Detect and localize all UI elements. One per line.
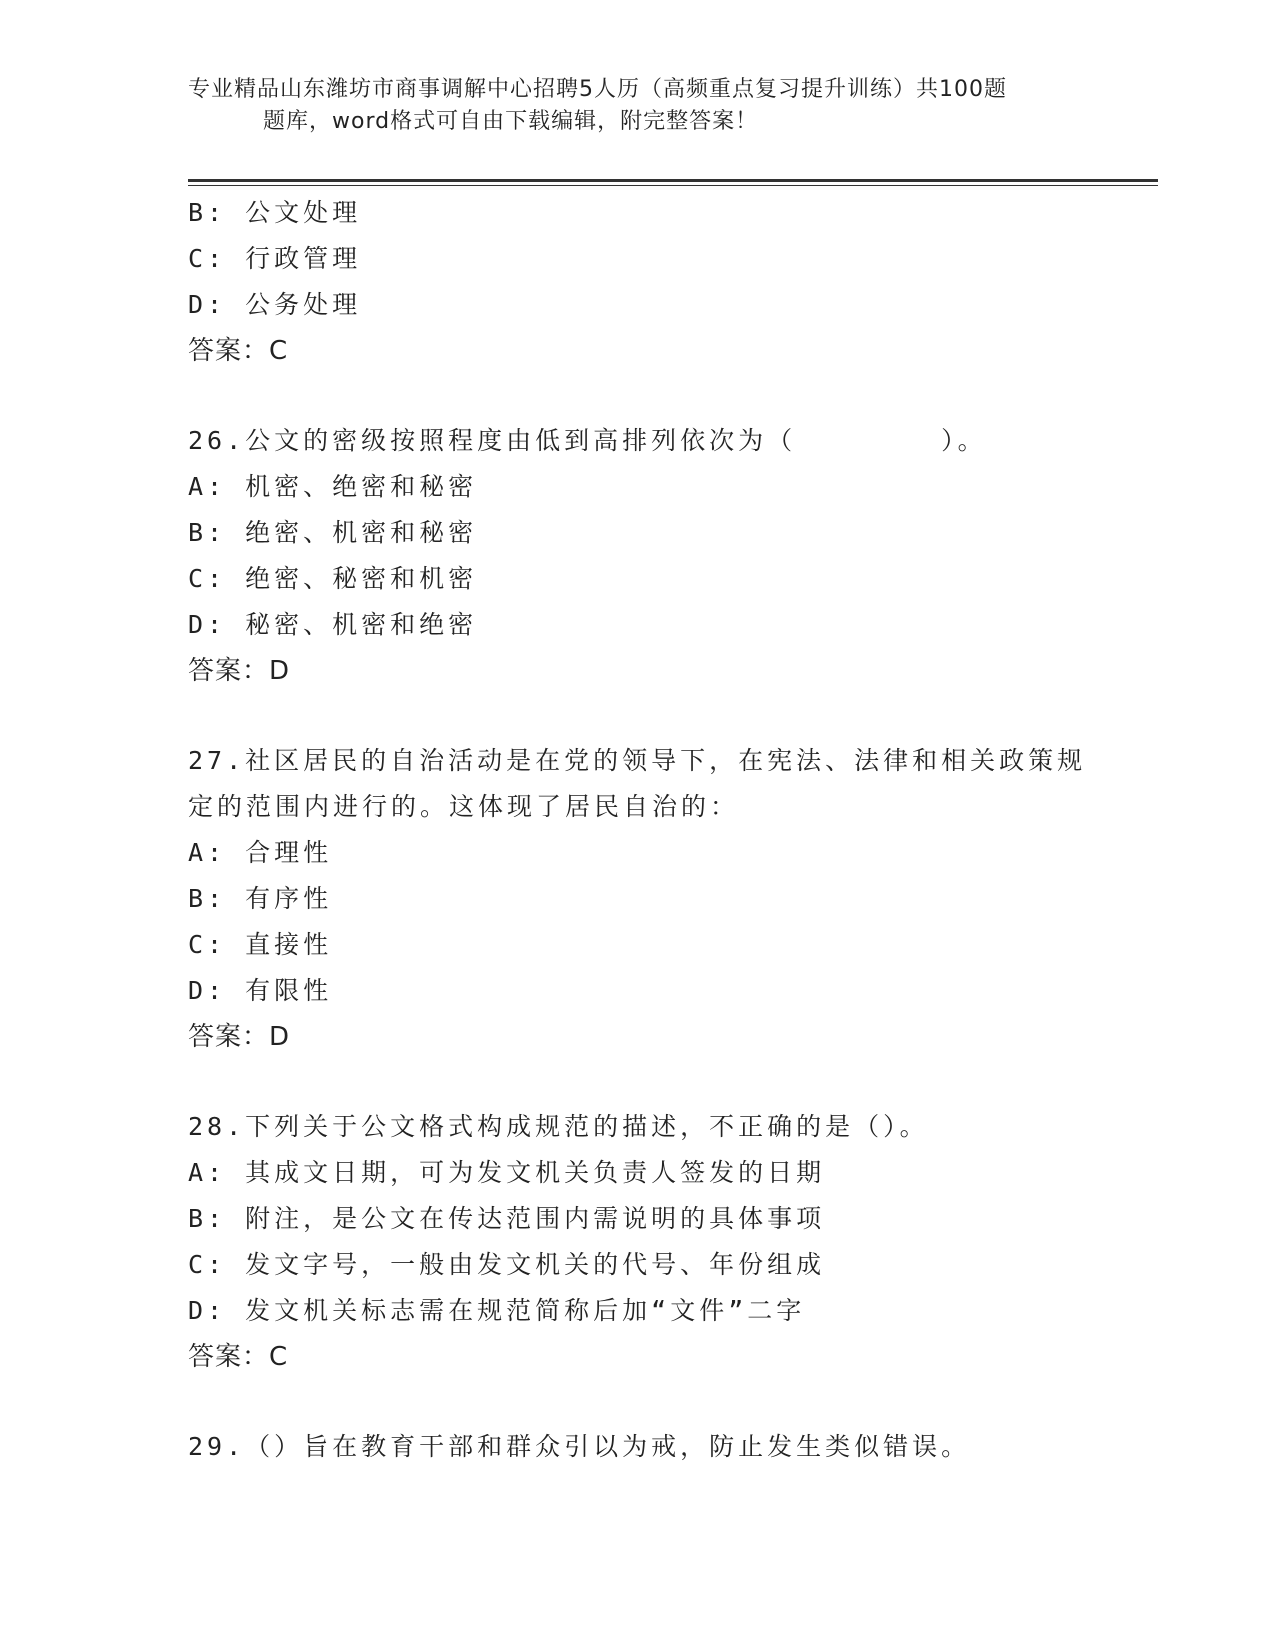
question-stem: 29.（）旨在教育干部和群众引以为戒，防止发生类似错误。 [188, 1432, 971, 1461]
header-divider-thin [188, 185, 1158, 186]
option-line: D: 公务处理 [188, 290, 362, 319]
option-line: D: 秘密、机密和绝密 [188, 610, 478, 639]
option-line: B: 绝密、机密和秘密 [188, 518, 478, 547]
option-line: D: 发文机关标志需在规范简称后加“文件”二字 [188, 1296, 806, 1325]
header-title-line1: 专业精品山东潍坊市商事调解中心招聘5人历（高频重点复习提升训练）共100题 [188, 77, 1007, 102]
option-line: C: 绝密、秘密和机密 [188, 564, 478, 593]
question-stem: 27.社区居民的自治活动是在党的领导下，在宪法、法律和相关政策规 [188, 746, 1087, 775]
option-line: B: 附注，是公文在传达范围内需说明的具体事项 [188, 1204, 826, 1233]
option-line: C: 发文字号，一般由发文机关的代号、年份组成 [188, 1250, 826, 1279]
document-body [188, 190, 1108, 1470]
question-27 [188, 738, 1108, 1060]
option-line: A: 合理性 [188, 838, 333, 867]
question-29 [188, 1424, 1108, 1470]
option-line: A: 机密、绝密和秘密 [188, 472, 478, 501]
answer-line: 答案：C [188, 336, 289, 366]
header-title-line2: 题库，word格式可自由下载编辑，附完整答案！ [263, 109, 759, 134]
option-line: C: 行政管理 [188, 244, 362, 273]
option-line: B: 公文处理 [188, 198, 362, 227]
question-stem-continued: 定的范围内进行的。这体现了居民自治的： [188, 792, 740, 821]
question-stem: 28.下列关于公文格式构成规范的描述，不正确的是（）。 [188, 1112, 929, 1141]
question-28 [188, 1104, 1108, 1380]
answer-line: 答案：D [188, 656, 291, 686]
option-line: C: 直接性 [188, 930, 333, 959]
option-line: A: 其成文日期，可为发文机关负责人签发的日期 [188, 1158, 826, 1187]
option-line: D: 有限性 [188, 976, 333, 1005]
document-header [188, 74, 1088, 138]
continued-question [188, 190, 1108, 374]
answer-line: 答案：C [188, 1342, 289, 1372]
question-26 [188, 418, 1108, 694]
question-stem: 26.公文的密级按照程度由低到高排列依次为（ ）。 [188, 426, 987, 455]
answer-line: 答案：D [188, 1022, 291, 1052]
option-line: B: 有序性 [188, 884, 333, 913]
header-divider-thick [188, 179, 1158, 182]
